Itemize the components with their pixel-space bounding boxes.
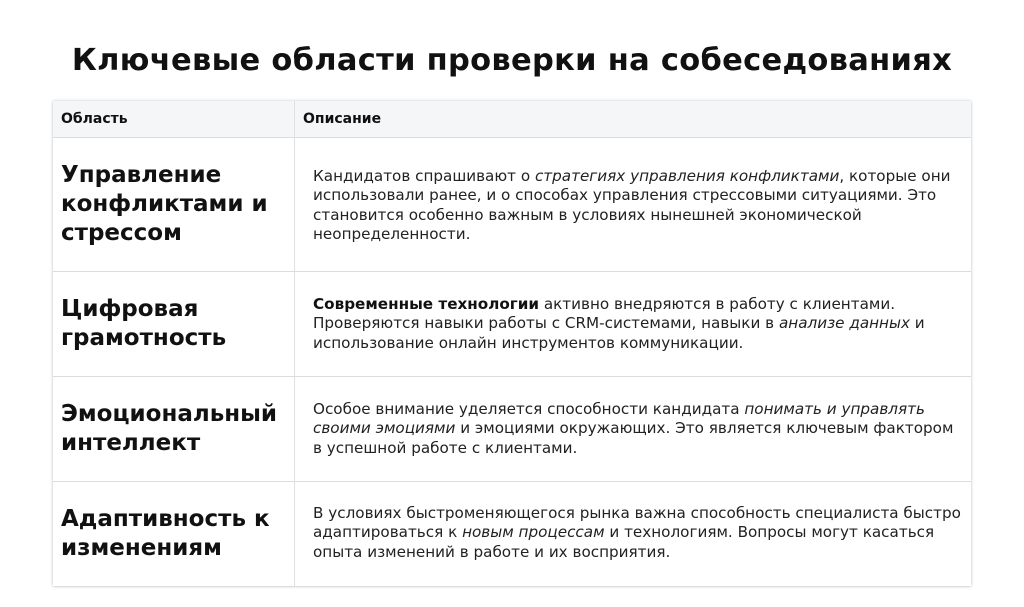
description-text: , которые они использовали ранее, и о способах управления стрессовыми ситуациями. Это становится особенно важным в условиях нынешней экономической неопределенности. <box>313 167 951 243</box>
table-row <box>53 482 971 586</box>
description-emphasis: новым процессам <box>462 523 605 542</box>
description-text: Кандидатов спрашивают о <box>313 167 535 185</box>
description-emphasis: стратегиях управления конфликтами <box>534 167 840 185</box>
table-row <box>53 138 971 272</box>
description-cell <box>313 400 963 458</box>
page-title: Ключевые области проверки на собеседованиях <box>71 43 953 78</box>
area-cell: Управление конфликтами и стрессом <box>61 162 268 246</box>
description-emphasis: анализе данных <box>778 314 910 333</box>
column-header-area: Область <box>61 111 128 127</box>
description-text: и эмоциями окружающих. Это является ключевым фактором в успешной работе с клиентами. <box>313 419 954 457</box>
description-strong: Современные технологии <box>313 295 539 313</box>
description-text: и технологиям. Вопросы могут касаться опыта изменений в работе и их восприятия. <box>313 523 935 561</box>
column-divider <box>294 101 295 586</box>
description-cell <box>313 295 963 353</box>
description-text: и использование онлайн инструментов коммуникации. <box>313 314 925 352</box>
description-text: В условиях быстроменяющегося рынка важна способность специалиста быстро адаптироваться к <box>313 504 961 542</box>
areas-table <box>53 101 971 586</box>
description-text: Особое внимание уделяется способности кандидата <box>313 400 745 418</box>
area-cell: Цифровая грамотность <box>61 296 227 351</box>
table-row <box>53 377 971 482</box>
table-row <box>53 272 971 377</box>
table-header-row <box>53 101 971 138</box>
description-cell <box>313 167 963 244</box>
area-cell: Эмоциональный интеллект <box>61 401 278 456</box>
area-cell: Адаптивность к изменениям <box>61 506 270 561</box>
description-cell <box>313 504 963 562</box>
description-text: активно внедряются в работу с клиентами. Проверяются навыки работы с CRM-системами, навыки в <box>313 295 896 333</box>
description-emphasis: понимать и управлять своими эмоциями <box>313 400 925 438</box>
column-header-description: Описание <box>303 111 382 127</box>
